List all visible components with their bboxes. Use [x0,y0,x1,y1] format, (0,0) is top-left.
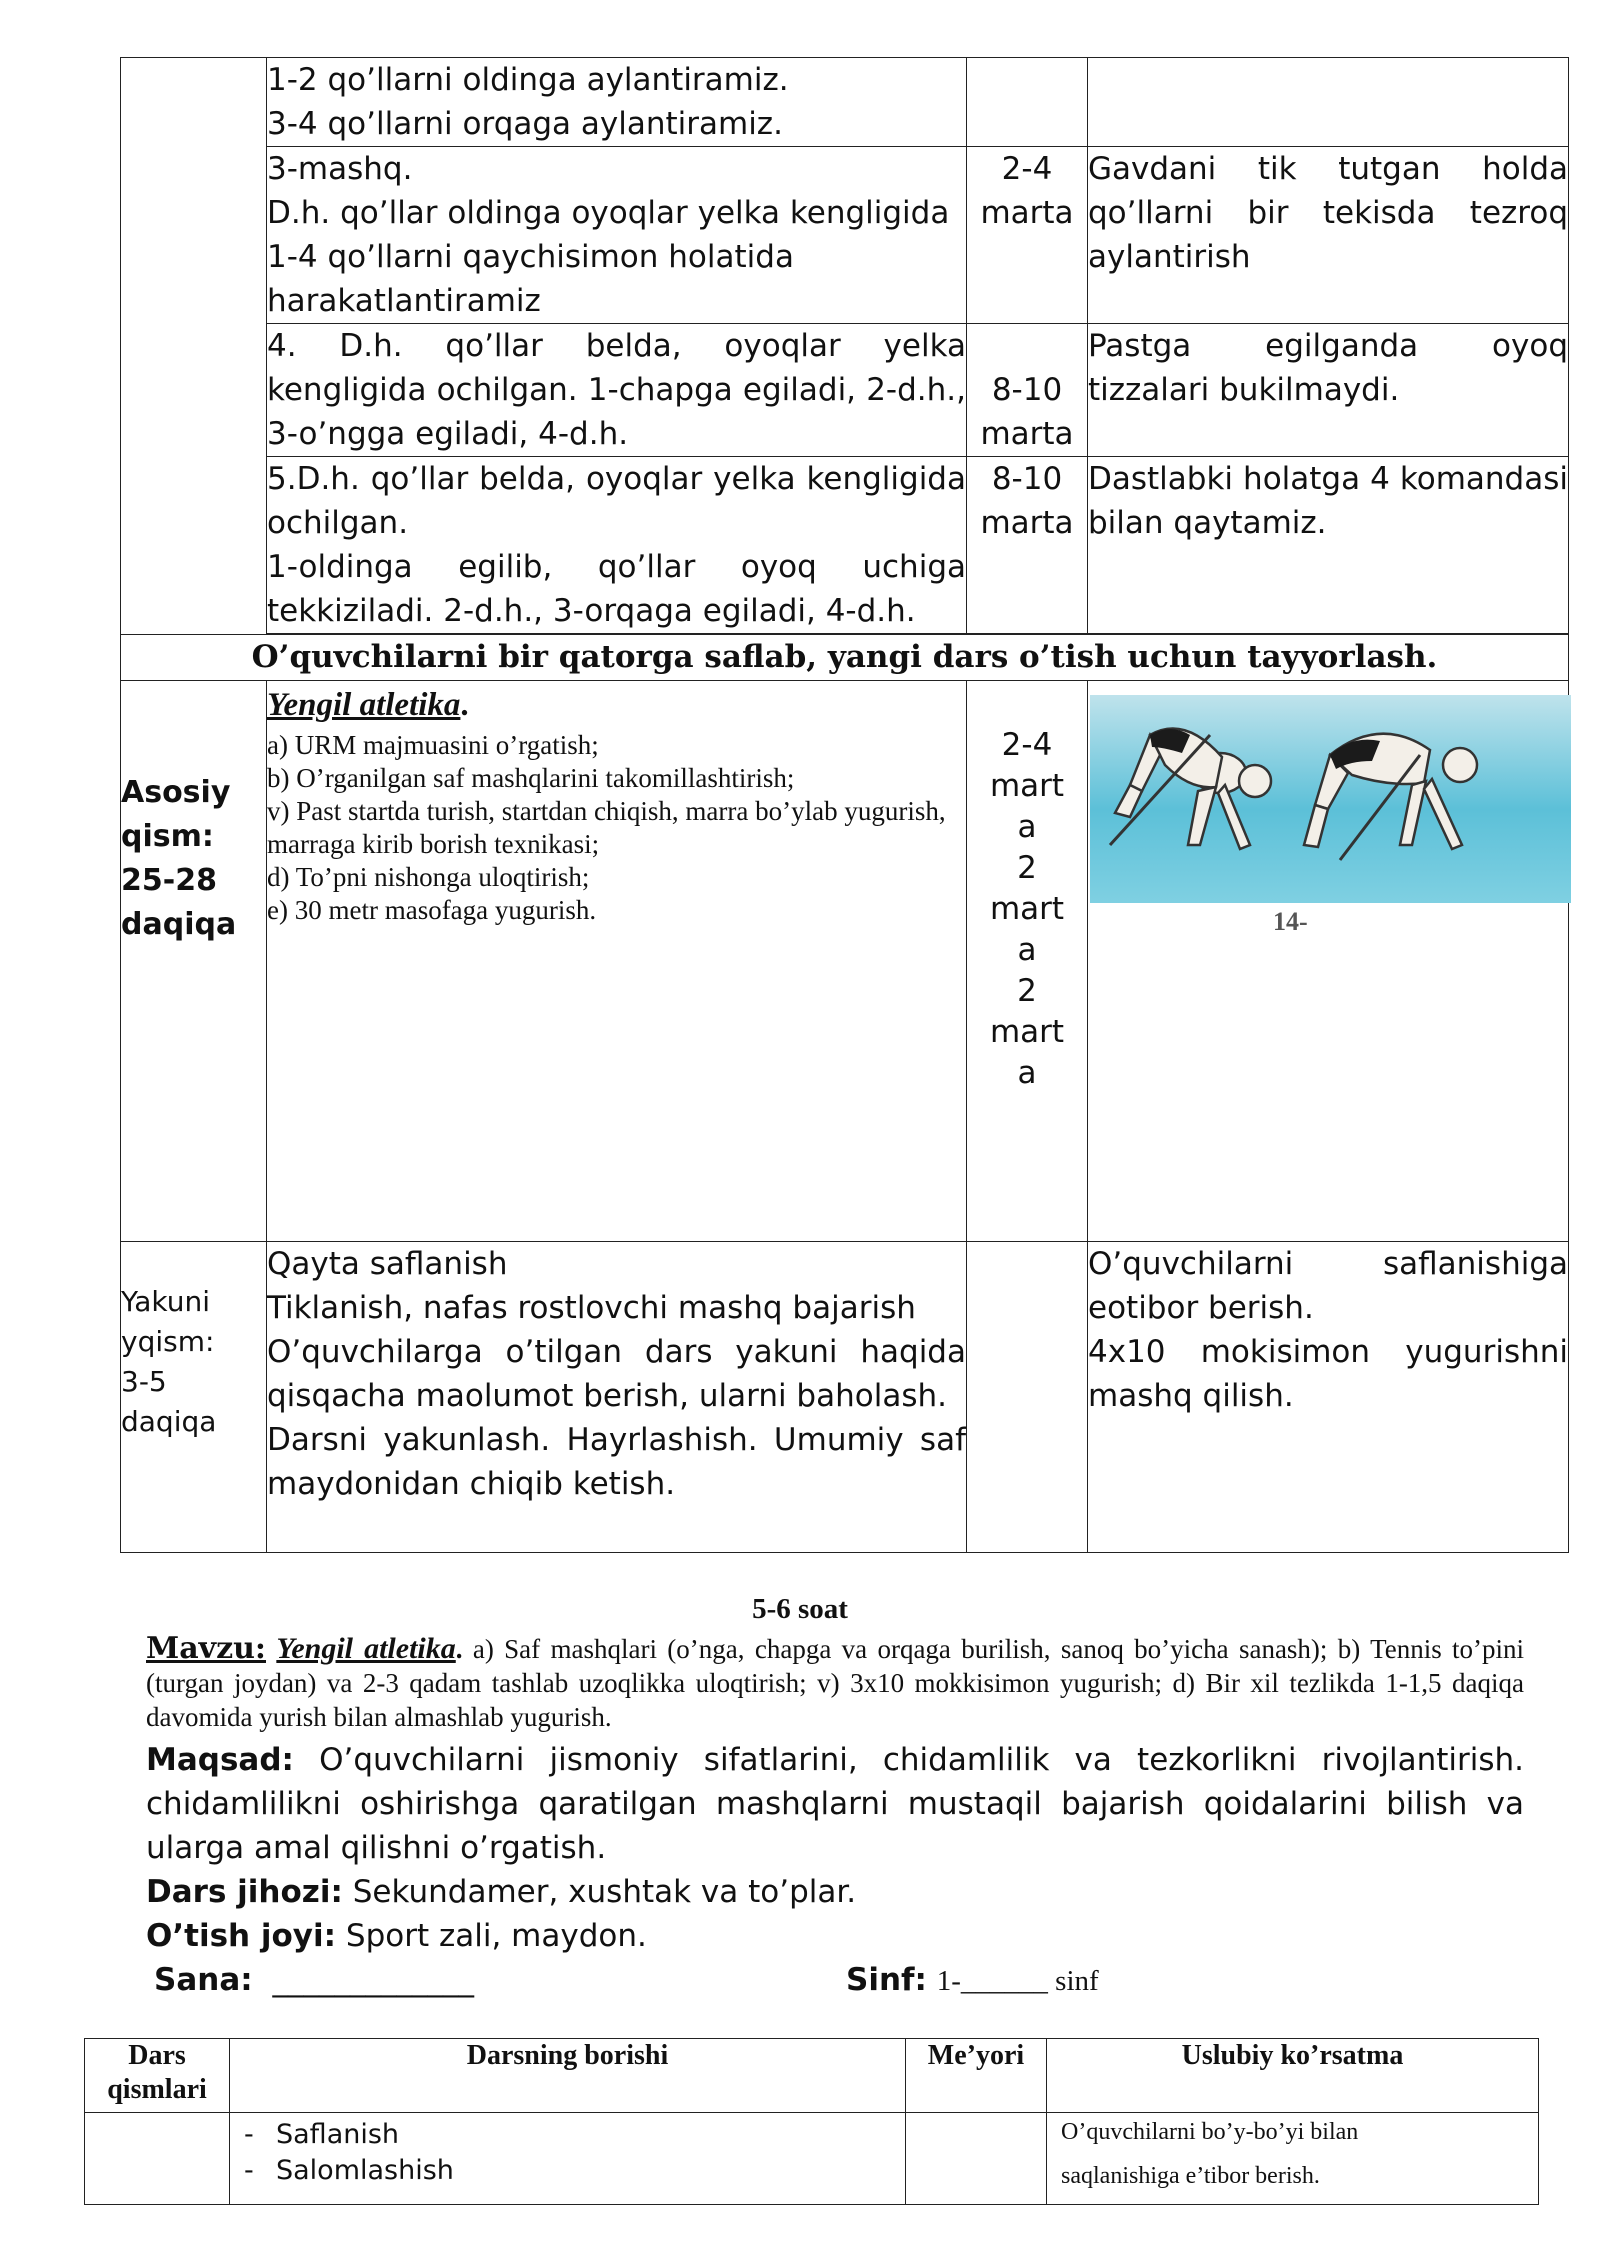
section-label-line: daqiqa [121,1405,217,1438]
exercise-line: O’quvchilarga o’tilgan dars yakuni haqida qisqacha maolumot berish, ularni baholash. [267,1334,966,1414]
mavzu-text: a) Saf mashqlari (o’nga, chapga va orqaga burilish, sanoq bo’yicha sanash); b) Tennis to’pini (turgan joydan) va 2-3 qadam tashlab uzoqlikka uloqtirish; v) 3x10 mokkisimon yugurish; d) Bir xil tezlikda 1-1,5 daqiqa davomida yurish bilan almashlab yugurish. [146,1634,1525,1732]
column-header: Uslubiy ko’rsatma [1047,2039,1539,2113]
section-label-cell [121,58,267,635]
figure-caption: 14- [1273,907,1308,936]
exercise-line: Tiklanish, nafas rostlovchi mashq bajarish [267,1290,916,1326]
norm-unit: marta [980,416,1074,452]
list-item: - Saflanish [244,2119,400,2150]
norm-cell [967,58,1088,147]
norm-cell [967,681,1088,1242]
exercise-cell: 4. D.h. qo’llar belda, oyoqlar yelka kengligida ochilgan. 1-chapga egiladi, 2-d.h., 3-o’ngga egiladi, 4-d.h. [267,324,967,457]
sana-sinf-line [146,1958,1524,2002]
norm-cell [967,457,1088,634]
exercise-line: Qayta saflanish [267,1246,508,1282]
table-row [121,324,1569,457]
exercise-line: 1-2 qo’llarni oldinga aylantiramiz. [267,62,789,98]
lesson-plan-table [120,57,1569,1553]
sprinter-start-illustration [1090,695,1571,903]
section-label-line: 25-28 [121,863,217,898]
section-label-line: qism: [121,819,214,854]
section-label-line: yqism: [121,1325,215,1358]
column-header: Me’yori [906,2039,1047,2113]
table-row [121,1242,1569,1553]
section-label-yakuni [121,1242,267,1553]
norm-unit: mart [989,891,1065,927]
note-cell [1047,2113,1539,2205]
mavzu-label: Mavzu: [146,1631,266,1666]
section-label-asosiy [121,681,267,1242]
norm-value: 2 [1017,850,1037,886]
list-item: - Salomlashish [244,2155,454,2186]
exercise-cell [267,147,967,324]
norm-value: 2-4 [1001,151,1053,187]
sana-label: Sana: [154,1962,253,1998]
norm-cell [967,324,1088,457]
jihoz-text: Sekundamer, xushtak va to’plar. [352,1874,857,1910]
table-row [85,2113,1539,2205]
note-cell: Pastga egilganda oyoq tizzalari bukilmaydi. [1088,324,1569,457]
sinf-label: Sinf: [846,1962,927,1998]
mavzu-topic: Yengil atletika [276,1632,456,1665]
lesson-details [146,1632,1524,2002]
list-item: b) O’rganilgan saf mashqlarini takomillashtirish; [267,763,795,793]
list-item: d) To’pni nishonga uloqtirish; [267,862,590,892]
section-label-line: daqiqa [121,907,237,942]
norm-unit: mart [989,1014,1065,1050]
exercise-title: 3-mashq. [267,151,413,187]
lesson-plan-table-2 [84,2038,1539,2205]
note-cell [1088,1242,1569,1553]
norm-cell [967,147,1088,324]
maqsad-text: O’quvchilarni jismoniy sifatlarini, chidamlilik va tezkorlikni rivojlantirish. chidamlilikni oshirishga qaratilgan mashqlarni mustaqil bajarish qoidalarini bilish va ularga amal qilishni o’rgatish. [146,1742,1524,1866]
norm-value: 8-10 [991,372,1063,408]
norm-value: 8-10 [991,461,1063,497]
list-item: e) 30 metr masofaga yugurish. [267,895,597,925]
column-header: Darsning borishi [230,2039,906,2113]
table-row [121,681,1569,1242]
exercise-cell [267,457,967,634]
transition-row: O’quvchilarni bir qatorga saflab, yangi dars o’tish uchun tayyorlash. [121,635,1569,681]
norm-cell [967,1242,1088,1553]
note-cell: Dastlabki holatga 4 komandasi bilan qaytamiz. [1088,457,1569,634]
section-label-cell [85,2113,230,2205]
norm-unit: marta [980,195,1074,231]
jihoz-label: Dars jihozi: [146,1874,343,1910]
norm-cell [906,2113,1047,2205]
exercise-line: 3-4 qo’llarni orqaga aylantiramiz. [267,106,783,142]
exercise-cell [267,58,967,147]
norm-unit: a [1017,809,1037,845]
sana-field[interactable]: _____________ [272,1962,474,1998]
figure-cell [1088,681,1569,1242]
section-label-line: Asosiy [121,775,231,810]
norm-unit: mart [989,768,1065,804]
transition-text: O’quvchilarni bir qatorga saflab, yangi dars o’tish uchun tayyorlash [251,639,1427,675]
note-line: saqlanishiga e’tibor berish. [1061,2163,1320,2189]
exercise-line: D.h. qo’llar oldinga oyoqlar yelka kengligida 1-4 qo’llarni qaychisimon holatida harakatlantiramiz [267,195,950,319]
section-topic: Yengil atletika [267,687,461,723]
exercise-line: 5.D.h. qo’llar belda, oyoqlar yelka kengligida ochilgan. [267,461,966,541]
joy-label: O’tish joyi: [146,1918,337,1954]
norm-unit: a [1017,932,1037,968]
norm-unit: a [1017,1055,1037,1091]
joy-line [146,1914,1524,1958]
mavzu-paragraph: Mavzu: Yengil atletika. a) Saf mashqlari (o’nga, chapga va orqaga burilish, sanoq bo’yicha sanash); b) Tennis to’pini (turgan joydan) va 2-3 qadam tashlab uzoqlikka uloqtirish; v) 3x10 mokkisimon yugurish; d) Bir xil tezlikda 1-1,5 daqiqa davomida yurish bilan almashlab yugurish. [146,1631,1525,1732]
maqsad-paragraph [146,1738,1524,1870]
list-item: v) Past startda turish, startdan chiqish, marra bo’ylab yugurish, marraga kirib borish texnikasi; [267,796,946,859]
note-cell: Gavdani tik tutgan holda qo’llarni bir tekisda tezroq aylantirish [1088,147,1569,324]
section-label-line: Yakuni [121,1285,211,1318]
note-line: O’quvchilarni bo’y-bo’yi bilan [1061,2119,1359,2145]
section-label-line: 3-5 [121,1365,167,1398]
exercise-cell: Yengil atletika. a) URM majmuasini o’rgatish; b) O’rganilgan saf mashqlarini takomillashtirish; v) Past startda turish, startdan chiqish, marra bo’ylab yugurish, marraga kirib borish texnikasi; d) To’pni nishonga uloqtirish; e) 30 metr masofaga yugurish. [267,681,967,1242]
exercise-line: Darsni yakunlash. Hayrlashish. Umumiy saf maydonidan chiqib ketish. [267,1422,966,1502]
norm-value: 2 [1017,973,1037,1009]
jihoz-line [146,1870,1524,1914]
low-start-figure [1088,681,1571,936]
exercise-cell [230,2113,906,2205]
note-line: O’quvchilarni saflanishiga eotibor berish. [1088,1246,1568,1326]
table-header-row [85,2039,1539,2113]
lesson-hours: 5-6 soat [752,1593,848,1625]
table-row [121,58,1569,147]
norm-unit: marta [980,505,1074,541]
column-header: Dars qismlari [85,2039,230,2113]
joy-text: Sport zali, maydon. [345,1918,647,1954]
exercise-cell [267,1242,967,1553]
table-row [121,147,1569,324]
sinf-field[interactable]: 1-______ sinf [936,1965,1099,1997]
note-cell [1088,58,1569,147]
norm-value: 2-4 [1001,727,1053,763]
exercise-line: 1-oldinga egilib, qo’llar oyoq uchiga tekkiziladi. 2-d.h., 3-orqaga egiladi, 4-d.h. [267,549,966,629]
table-row [121,635,1569,681]
maqsad-label: Maqsad: [146,1742,294,1778]
list-item: a) URM majmuasini o’rgatish; [267,730,599,760]
table-row [121,457,1569,634]
note-line: 4x10 mokisimon yugurishni mashq qilish. [1088,1334,1568,1414]
